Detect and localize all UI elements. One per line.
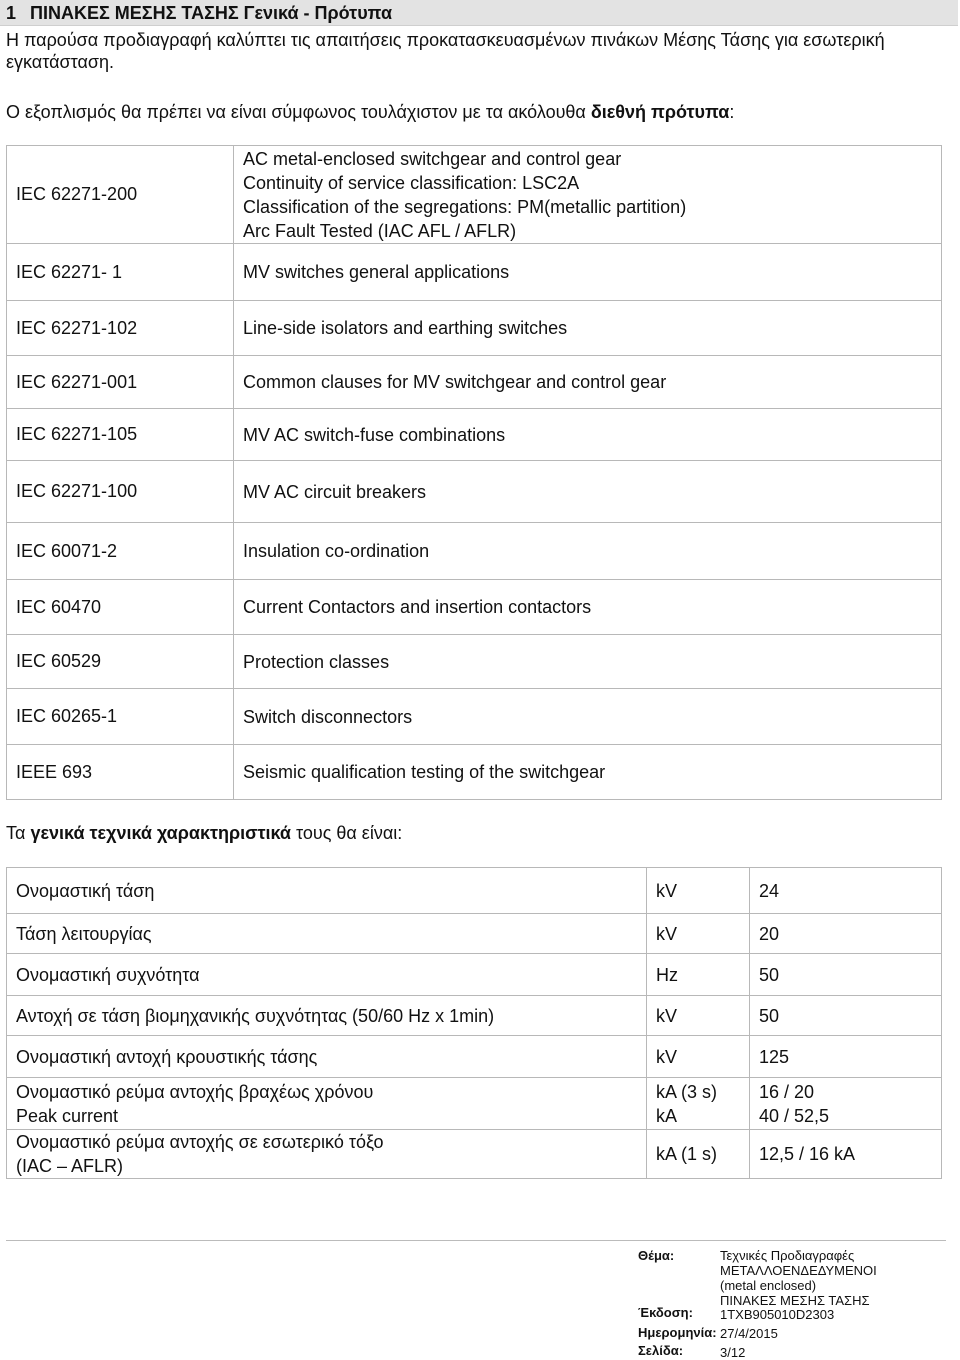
table-row bbox=[7, 954, 942, 996]
footer-subject-line: Τεχνικές Προδιαγραφές bbox=[720, 1248, 855, 1263]
standards-intro-suffix: : bbox=[729, 102, 735, 122]
spec-label bbox=[7, 1130, 647, 1179]
table-row bbox=[7, 1078, 942, 1130]
spec-label: Ονομαστική τάση bbox=[7, 868, 647, 914]
table-row bbox=[7, 1130, 942, 1179]
spec-label: Τάση λειτουργίας bbox=[7, 914, 647, 954]
spec-unit: Hz bbox=[647, 954, 750, 996]
spec-label bbox=[7, 1078, 647, 1130]
spec-label: Ονομαστική συχνότητα bbox=[7, 954, 647, 996]
standard-description: MV AC switch-fuse combinations bbox=[234, 409, 942, 461]
intro-line-1: Η παρούσα προδιαγραφή καλύπτει τις απαιτήσεις προκατασκευασμένων πινάκων Μέσης Τάσης για εσωτερική bbox=[6, 30, 885, 50]
footer-issue-value: 1TXB905010D2303 bbox=[720, 1307, 835, 1322]
general-intro-text: Τα bbox=[6, 823, 31, 843]
spec-value: 50 bbox=[750, 954, 942, 996]
spec-value: 24 bbox=[750, 868, 942, 914]
footer-subject-line: (metal enclosed) bbox=[720, 1278, 817, 1293]
footer-page-label: Σελίδα: bbox=[638, 1343, 684, 1358]
standards-intro-bold: διεθνή πρότυπα bbox=[590, 102, 730, 122]
standard-description: Protection classes bbox=[234, 635, 942, 689]
standard-code: IEC 62271-105 bbox=[7, 409, 234, 461]
standard-description: Insulation co-ordination bbox=[234, 523, 942, 580]
standard-description: Switch disconnectors bbox=[234, 689, 942, 745]
specs-table bbox=[6, 867, 942, 1179]
section-title: ΠΙΝΑΚΕΣ ΜΕΣΗΣ ΤΑΣΗΣ Γενικά - Πρότυπα bbox=[30, 3, 393, 23]
standard-description: MV AC circuit breakers bbox=[234, 461, 942, 523]
standard-code: IEEE 693 bbox=[7, 745, 234, 800]
description-line: Continuity of service classification: LSC2A bbox=[243, 172, 580, 193]
footer-divider bbox=[6, 1240, 946, 1241]
general-intro bbox=[6, 822, 402, 844]
spec-unit: kV bbox=[647, 868, 750, 914]
spec-value: 20 bbox=[750, 914, 942, 954]
footer-subject-line: ΜΕΤΑΛΛΟΕΝΔΕΔΥΜΕΝΟΙ bbox=[720, 1263, 877, 1278]
standards-intro-text: Ο εξοπλισμός θα πρέπει να είναι σύμφωνος τουλάχιστον με τα ακόλουθα bbox=[6, 102, 591, 122]
spec-value bbox=[750, 1078, 942, 1130]
spec-value-line: 16 / 20 bbox=[759, 1081, 815, 1102]
table-row bbox=[7, 689, 942, 745]
standard-code: IEC 60071-2 bbox=[7, 523, 234, 580]
footer-date-label: Ημερομηνία: bbox=[638, 1325, 717, 1340]
spec-label-line: Ονομαστικό ρεύμα αντοχής βραχέως χρόνου bbox=[16, 1081, 374, 1102]
description-line: Arc Fault Tested (IAC AFL / AFLR) bbox=[243, 220, 517, 241]
table-row bbox=[7, 635, 942, 689]
section-heading bbox=[0, 0, 958, 26]
spec-label-line: Ονομαστικό ρεύμα αντοχής σε εσωτερικό τόξο bbox=[16, 1132, 384, 1152]
standard-code: IEC 62271-001 bbox=[7, 356, 234, 409]
footer-issue-label: Έκδοση: bbox=[638, 1305, 693, 1320]
spec-value: 125 bbox=[750, 1036, 942, 1078]
spec-unit: kA (1 s) bbox=[647, 1130, 750, 1179]
general-intro-bold: γενικά τεχνικά χαρακτηριστικά bbox=[30, 823, 291, 843]
spec-unit-line: kA (3 s) bbox=[656, 1081, 718, 1102]
standard-description: Line-side isolators and earthing switches bbox=[234, 301, 942, 356]
section-number: 1 bbox=[6, 3, 17, 23]
description-line: Classification of the segregations: PM(metallic partition) bbox=[243, 196, 687, 217]
spec-unit: kV bbox=[647, 996, 750, 1036]
spec-value: 50 bbox=[750, 996, 942, 1036]
table-row bbox=[7, 523, 942, 580]
spec-label-line: (IAC – AFLR) bbox=[16, 1156, 124, 1176]
standard-code: IEC 60470 bbox=[7, 580, 234, 635]
standard-description: MV switches general applications bbox=[234, 244, 942, 301]
footer-subject-label: Θέμα: bbox=[638, 1248, 675, 1263]
standard-description: Seismic qualification testing of the switchgear bbox=[234, 745, 942, 800]
general-intro-suffix: τους θα είναι: bbox=[291, 823, 403, 843]
table-row bbox=[7, 580, 942, 635]
table-row bbox=[7, 409, 942, 461]
standard-code: IEC 62271-102 bbox=[7, 301, 234, 356]
standards-intro bbox=[6, 101, 734, 123]
standard-code: IEC 60265-1 bbox=[7, 689, 234, 745]
spec-value-line: 40 / 52,5 bbox=[759, 1105, 830, 1126]
description-line: AC metal-enclosed switchgear and control gear bbox=[243, 148, 622, 169]
spec-unit bbox=[647, 1078, 750, 1130]
table-row bbox=[7, 244, 942, 301]
standard-code: IEC 62271- 1 bbox=[7, 244, 234, 301]
standard-code: IEC 60529 bbox=[7, 635, 234, 689]
standard-description: Common clauses for MV switchgear and control gear bbox=[234, 356, 942, 409]
table-row bbox=[7, 914, 942, 954]
table-row bbox=[7, 356, 942, 409]
spec-value: 12,5 / 16 kA bbox=[750, 1130, 942, 1179]
spec-unit: kV bbox=[647, 1036, 750, 1078]
spec-unit-line: kA bbox=[656, 1105, 678, 1126]
standard-code: IEC 62271-100 bbox=[7, 461, 234, 523]
table-row bbox=[7, 301, 942, 356]
standard-description bbox=[234, 146, 942, 244]
spec-label: Ονομαστική αντοχή κρουστικής τάσης bbox=[7, 1036, 647, 1078]
standard-code: IEC 62271-200 bbox=[7, 146, 234, 244]
table-row bbox=[7, 146, 942, 244]
spec-label: Αντοχή σε τάση βιομηχανικής συχνότητας (50/60 Hz x 1min) bbox=[7, 996, 647, 1036]
table-row bbox=[7, 461, 942, 523]
footer-page-value: 3/12 bbox=[720, 1345, 746, 1360]
table-row bbox=[7, 745, 942, 800]
table-row bbox=[7, 868, 942, 914]
footer-date-value: 27/4/2015 bbox=[720, 1326, 778, 1341]
intro-paragraph bbox=[6, 29, 885, 73]
footer-subject-line: ΠΙΝΑΚΕΣ ΜΕΣΗΣ ΤΑΣΗΣ bbox=[720, 1293, 870, 1308]
spec-label-line: Peak current bbox=[16, 1105, 119, 1126]
spec-unit: kV bbox=[647, 914, 750, 954]
standards-table bbox=[6, 145, 942, 800]
standard-description: Current Contactors and insertion contactors bbox=[234, 580, 942, 635]
footer-subject bbox=[720, 1248, 877, 1308]
table-row bbox=[7, 1036, 942, 1078]
intro-line-2: εγκατάσταση. bbox=[6, 52, 114, 72]
table-row bbox=[7, 996, 942, 1036]
